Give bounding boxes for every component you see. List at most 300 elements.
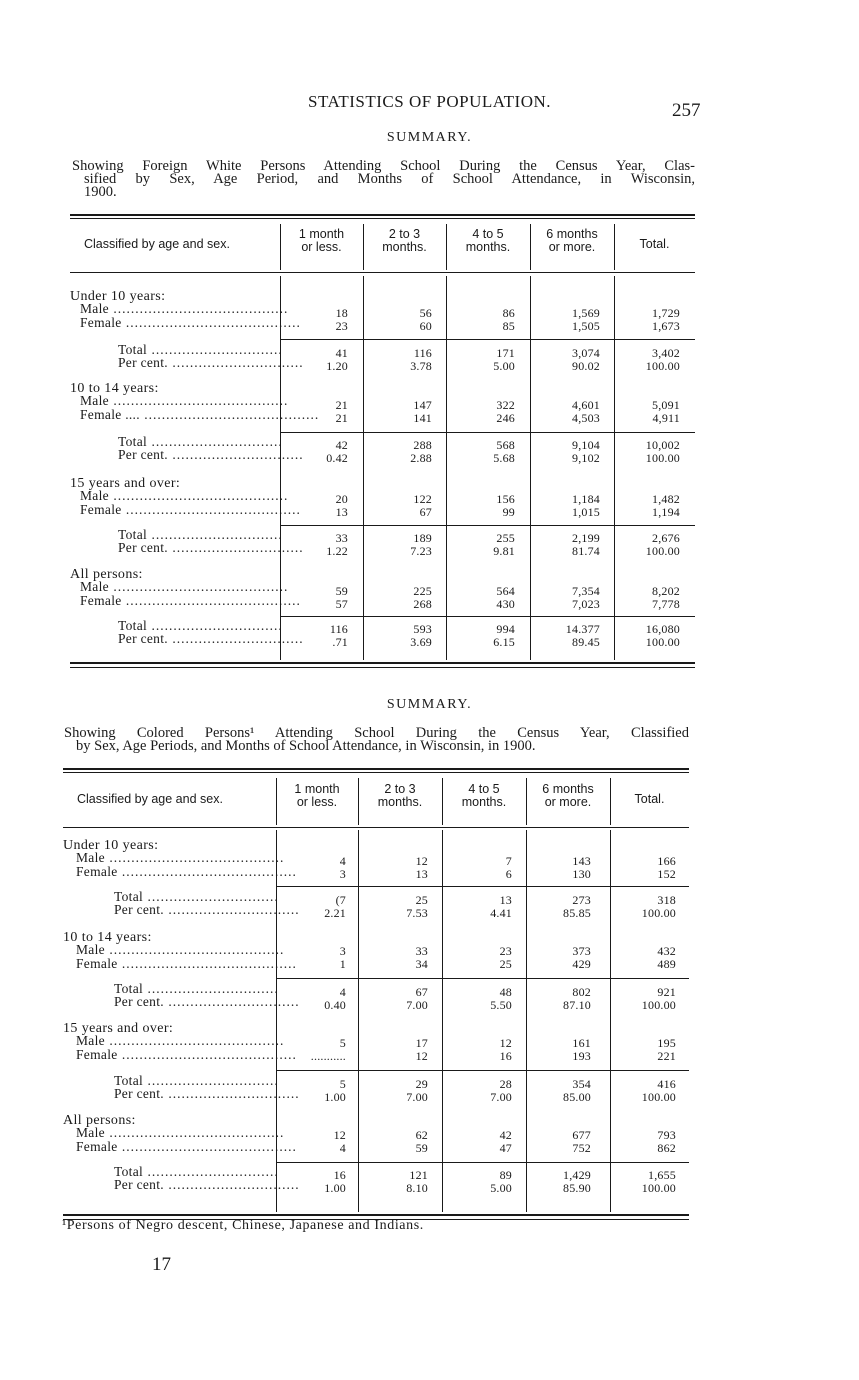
cell-value: 12 bbox=[415, 854, 428, 868]
cell-value: 67 bbox=[419, 505, 432, 519]
cell-value: 4 bbox=[339, 854, 346, 868]
subtotal-rule bbox=[280, 339, 695, 340]
cell-value: 1,015 bbox=[572, 505, 600, 519]
row-label bbox=[76, 1139, 297, 1155]
cell-value: 5,091 bbox=[652, 398, 680, 412]
caption-line: by Sex, Age Periods, and Months of School Attendance, in Wisconsin, in 1900. bbox=[76, 738, 536, 754]
total-value: 2,199 bbox=[572, 531, 600, 545]
caption-line: Showing Foreign White Persons Attending School During the Census Year, Clas- bbox=[72, 158, 695, 174]
total-value: 5.68 bbox=[493, 451, 515, 465]
table-bottom-rule bbox=[63, 1214, 689, 1216]
row-label-text: Female bbox=[76, 864, 118, 879]
table-top-rule-thin bbox=[70, 218, 695, 219]
cell-value: 60 bbox=[419, 319, 432, 333]
cell-value: 23 bbox=[499, 944, 512, 958]
cell-value: 161 bbox=[572, 1036, 591, 1050]
group-title: 10 to 14 years: bbox=[70, 381, 159, 396]
group-title: Under 10 years: bbox=[70, 289, 166, 304]
total-value: 255 bbox=[496, 531, 515, 545]
total-value: 100.00 bbox=[645, 635, 680, 649]
column-header-line: 1 month bbox=[298, 227, 345, 241]
cell-value: 85 bbox=[502, 319, 515, 333]
total-value: 9.81 bbox=[493, 544, 515, 558]
cell-value: 12 bbox=[333, 1128, 346, 1142]
total-value: 87.10 bbox=[563, 998, 591, 1012]
total-value: 81.74 bbox=[572, 544, 600, 558]
leader-dots: .............................. bbox=[147, 527, 283, 542]
total-value: 9,102 bbox=[572, 451, 600, 465]
row-label-text: Female bbox=[80, 593, 122, 608]
leader-dots: .............................. bbox=[163, 1086, 300, 1101]
total-value: 5.00 bbox=[493, 359, 515, 373]
header-row-label: Classified by age and sex. bbox=[77, 791, 223, 806]
cell-value: 57 bbox=[335, 597, 348, 611]
cell-value: 1,673 bbox=[652, 319, 680, 333]
column-header-line: 4 to 5 bbox=[472, 227, 504, 241]
total-value: 85.00 bbox=[563, 1090, 591, 1104]
group-title: Under 10 years: bbox=[63, 838, 159, 853]
total-value: 354 bbox=[572, 1077, 591, 1091]
subtotal-rule bbox=[276, 1070, 689, 1071]
total-value: 100.00 bbox=[641, 998, 676, 1012]
column-divider bbox=[276, 830, 277, 1212]
caption-line: Showing Colored Persons¹ Attending School During the Census Year, Classified bbox=[64, 725, 689, 741]
row-label bbox=[76, 864, 297, 880]
total-value: 100.00 bbox=[641, 1181, 676, 1195]
total-value: 116 bbox=[329, 622, 348, 636]
cell-value: 373 bbox=[572, 944, 591, 958]
total-value: 7.00 bbox=[490, 1090, 512, 1104]
total-value: 4 bbox=[339, 985, 346, 999]
cell-value: 1,729 bbox=[652, 306, 680, 320]
column-divider bbox=[530, 276, 531, 660]
leader-dots: ........................................ bbox=[139, 407, 320, 422]
table-bottom-rule-thin bbox=[70, 667, 695, 668]
total-label-text: Per cent. bbox=[114, 1177, 164, 1192]
table-bottom-rule bbox=[70, 662, 695, 664]
total-value: 33 bbox=[335, 531, 348, 545]
cell-value: 6 bbox=[505, 867, 512, 881]
leader-dots: .............................. bbox=[167, 355, 304, 370]
cell-value: 23 bbox=[335, 319, 348, 333]
total-value: 189 bbox=[413, 531, 432, 545]
total-value: 67 bbox=[415, 985, 428, 999]
leader-dots: .............................. bbox=[143, 889, 279, 904]
cell-value: 8,202 bbox=[652, 584, 680, 598]
row-label bbox=[80, 502, 301, 518]
cell-value: 3 bbox=[339, 944, 346, 958]
cell-value: 1,569 bbox=[572, 306, 600, 320]
cell-value: 793 bbox=[657, 1128, 676, 1142]
total-value: 5.50 bbox=[490, 998, 512, 1012]
row-label bbox=[80, 407, 320, 423]
column-divider bbox=[442, 830, 443, 1212]
cell-value: 141 bbox=[413, 411, 432, 425]
total-value: 7.53 bbox=[406, 906, 428, 920]
cell-value: 20 bbox=[335, 492, 348, 506]
cell-value: 56 bbox=[419, 306, 432, 320]
total-label bbox=[118, 631, 304, 647]
total-value: 593 bbox=[413, 622, 432, 636]
group-title: 15 years and over: bbox=[63, 1021, 174, 1036]
cell-value: 1,184 bbox=[572, 492, 600, 506]
total-value: 5.00 bbox=[490, 1181, 512, 1195]
row-label-text: Female bbox=[76, 1139, 118, 1154]
leader-dots: ........................................ bbox=[121, 315, 301, 330]
cell-value: 322 bbox=[496, 398, 515, 412]
total-value: 89 bbox=[499, 1168, 512, 1182]
total-label-text: Per cent. bbox=[118, 355, 168, 370]
leader-dots: ........................................ bbox=[117, 864, 297, 879]
cell-value: 130 bbox=[572, 867, 591, 881]
row-label-text: Male bbox=[80, 301, 109, 316]
total-value: 0.40 bbox=[324, 998, 346, 1012]
cell-value: 7,023 bbox=[572, 597, 600, 611]
running-head: STATISTICS OF POPULATION. bbox=[307, 92, 552, 111]
cell-value: 564 bbox=[496, 584, 515, 598]
total-label bbox=[114, 1086, 300, 1102]
cell-value: 221 bbox=[657, 1049, 676, 1063]
column-header-line: 2 to 3 bbox=[388, 227, 421, 241]
total-value: 3,074 bbox=[572, 346, 600, 360]
total-value: 90.02 bbox=[572, 359, 600, 373]
leader-dots: .............................. bbox=[163, 1177, 300, 1192]
leader-dots: .............................. bbox=[163, 994, 300, 1009]
total-label-text: Total bbox=[118, 342, 148, 357]
cell-value: 195 bbox=[657, 1036, 676, 1050]
cell-value: 193 bbox=[572, 1049, 591, 1063]
leader-dots: ........................................ bbox=[121, 593, 301, 608]
row-label-text: Female .... bbox=[80, 407, 140, 422]
leader-dots: .............................. bbox=[167, 631, 304, 646]
cell-value: 677 bbox=[572, 1128, 591, 1142]
summary-label: SUMMARY. bbox=[386, 697, 473, 712]
subtotal-rule bbox=[276, 978, 689, 979]
leader-dots: ........................................ bbox=[121, 502, 301, 517]
row-label-text: Male bbox=[80, 488, 109, 503]
row-label-text: Male bbox=[76, 850, 105, 865]
total-value: 8.10 bbox=[406, 1181, 428, 1195]
column-header bbox=[442, 783, 526, 809]
leader-dots: .............................. bbox=[143, 981, 279, 996]
footnote: ¹Persons of Negro descent, Chinese, Japanese and Indians. bbox=[62, 1218, 424, 1233]
total-value: 1.22 bbox=[326, 544, 348, 558]
total-value: 3.69 bbox=[410, 635, 432, 649]
cell-value: 489 bbox=[657, 957, 676, 971]
leader-dots: .............................. bbox=[143, 1164, 279, 1179]
leader-dots: ........................................ bbox=[108, 301, 289, 316]
leader-dots: .............................. bbox=[167, 447, 304, 462]
cell-value: 62 bbox=[415, 1128, 428, 1142]
row-label-text: Female bbox=[76, 1047, 118, 1062]
column-header-line: or more. bbox=[544, 795, 592, 809]
column-header-line: 4 to 5 bbox=[468, 782, 500, 796]
column-divider bbox=[610, 830, 611, 1212]
total-value: 28 bbox=[499, 1077, 512, 1091]
total-value: 100.00 bbox=[641, 1090, 676, 1104]
cell-value: 7 bbox=[505, 854, 512, 868]
total-label-text: Total bbox=[114, 1164, 144, 1179]
row-label-text: Female bbox=[76, 956, 118, 971]
leader-dots: ........................................ bbox=[108, 579, 289, 594]
total-value: 273 bbox=[572, 893, 591, 907]
column-header bbox=[363, 228, 446, 254]
total-value: 14.377 bbox=[565, 622, 600, 636]
total-value: 89.45 bbox=[572, 635, 600, 649]
total-label bbox=[118, 355, 304, 371]
cell-value: 862 bbox=[657, 1141, 676, 1155]
caption-line: 1900. bbox=[84, 184, 117, 200]
column-header bbox=[610, 793, 689, 806]
leader-dots: .............................. bbox=[147, 618, 283, 633]
cell-value: 13 bbox=[415, 867, 428, 881]
column-header-line: 2 to 3 bbox=[384, 782, 416, 796]
cell-value: 59 bbox=[335, 584, 348, 598]
column-header-line: 6 months bbox=[542, 782, 594, 796]
column-header bbox=[614, 238, 695, 251]
table-caption bbox=[72, 160, 695, 199]
total-value: 3,402 bbox=[652, 346, 680, 360]
cell-value: 21 bbox=[335, 411, 348, 425]
total-value: 318 bbox=[657, 893, 676, 907]
column-divider bbox=[614, 276, 615, 660]
total-value: 994 bbox=[496, 622, 515, 636]
column-header bbox=[446, 228, 530, 254]
total-value: (7 bbox=[335, 893, 346, 907]
total-value: 1,655 bbox=[648, 1168, 676, 1182]
total-label-text: Total bbox=[118, 527, 148, 542]
cell-value: 12 bbox=[415, 1049, 428, 1063]
row-label bbox=[76, 956, 297, 972]
cell-value: 42 bbox=[499, 1128, 512, 1142]
column-divider bbox=[358, 830, 359, 1212]
total-label bbox=[114, 994, 300, 1010]
total-value: 48 bbox=[499, 985, 512, 999]
total-label-text: Per cent. bbox=[118, 540, 168, 555]
cell-value: 86 bbox=[502, 306, 515, 320]
cell-value: 1,505 bbox=[572, 319, 600, 333]
row-label-text: Female bbox=[80, 502, 122, 517]
column-header-line: or more. bbox=[548, 240, 596, 254]
cell-value: 122 bbox=[413, 492, 432, 506]
signature-mark: 17 bbox=[152, 1254, 171, 1275]
cell-value: 3 bbox=[339, 867, 346, 881]
total-value: 100.00 bbox=[645, 359, 680, 373]
subtotal-rule bbox=[276, 886, 689, 887]
cell-value: 268 bbox=[413, 597, 432, 611]
header-rule bbox=[63, 827, 689, 828]
total-label bbox=[118, 447, 304, 463]
total-value: 7.00 bbox=[406, 998, 428, 1012]
total-value: 100.00 bbox=[641, 906, 676, 920]
table-top-rule-thin bbox=[63, 772, 689, 773]
cell-value: 99 bbox=[502, 505, 515, 519]
leader-dots: ........................................ bbox=[104, 850, 285, 865]
cell-value: 4,503 bbox=[572, 411, 600, 425]
group-title: 10 to 14 years: bbox=[63, 930, 152, 945]
total-label-text: Per cent. bbox=[114, 1086, 164, 1101]
cell-value: 752 bbox=[572, 1141, 591, 1155]
total-value: 10,002 bbox=[645, 438, 680, 452]
row-label bbox=[76, 1047, 297, 1063]
group-title: All persons: bbox=[70, 567, 143, 582]
total-value: 85.90 bbox=[563, 1181, 591, 1195]
total-value: 13 bbox=[499, 893, 512, 907]
cell-value: 17 bbox=[415, 1036, 428, 1050]
total-value: 16,080 bbox=[645, 622, 680, 636]
table-top-rule bbox=[70, 214, 695, 216]
total-label-text: Total bbox=[114, 1073, 144, 1088]
total-value: 41 bbox=[335, 346, 348, 360]
cell-value: 246 bbox=[496, 411, 515, 425]
column-divider bbox=[526, 830, 527, 1212]
total-value: 6.15 bbox=[493, 635, 515, 649]
cell-value: 1,482 bbox=[652, 492, 680, 506]
cell-value: 156 bbox=[496, 492, 515, 506]
total-value: 3.78 bbox=[410, 359, 432, 373]
total-label-text: Per cent. bbox=[118, 447, 168, 462]
column-header bbox=[276, 783, 358, 809]
cell-value: 1,194 bbox=[652, 505, 680, 519]
column-divider bbox=[363, 276, 364, 660]
cell-value: 33 bbox=[415, 944, 428, 958]
total-value: 2,676 bbox=[652, 531, 680, 545]
row-label-text: Male bbox=[76, 1033, 105, 1048]
cell-value: 34 bbox=[415, 957, 428, 971]
leader-dots: .............................. bbox=[147, 434, 283, 449]
cell-value: 16 bbox=[499, 1049, 512, 1063]
total-value: 802 bbox=[572, 985, 591, 999]
cell-value: 147 bbox=[413, 398, 432, 412]
total-value: .71 bbox=[332, 635, 348, 649]
total-value: 9,104 bbox=[572, 438, 600, 452]
cell-value: 152 bbox=[657, 867, 676, 881]
total-label-text: Per cent. bbox=[114, 994, 164, 1009]
total-value: 5 bbox=[339, 1077, 346, 1091]
table-top-rule bbox=[63, 768, 689, 770]
leader-dots: ........................................ bbox=[117, 956, 297, 971]
cell-value: 7,778 bbox=[652, 597, 680, 611]
column-divider bbox=[446, 276, 447, 660]
column-header-line: Total. bbox=[639, 237, 670, 251]
row-label bbox=[80, 593, 301, 609]
column-header-line: or less. bbox=[301, 240, 342, 254]
total-value: 29 bbox=[415, 1077, 428, 1091]
cell-value: 166 bbox=[657, 854, 676, 868]
leader-dots: .............................. bbox=[163, 902, 300, 917]
column-header bbox=[530, 228, 614, 254]
cell-value: 4,911 bbox=[652, 411, 680, 425]
group-title: All persons: bbox=[63, 1113, 136, 1128]
table-caption bbox=[64, 727, 689, 753]
cell-value: 429 bbox=[572, 957, 591, 971]
subtotal-rule bbox=[280, 432, 695, 433]
total-label-text: Per cent. bbox=[114, 902, 164, 917]
total-value: 16 bbox=[333, 1168, 346, 1182]
total-value: 1,429 bbox=[563, 1168, 591, 1182]
column-header-line: months. bbox=[382, 240, 427, 254]
page-number: 257 bbox=[672, 100, 701, 121]
leader-dots: ........................................ bbox=[108, 488, 289, 503]
leader-dots: ........................................ bbox=[104, 1033, 285, 1048]
column-header-line: 1 month bbox=[294, 782, 340, 796]
total-label bbox=[114, 902, 300, 918]
cell-value: 143 bbox=[572, 854, 591, 868]
leader-dots: ........................................ bbox=[117, 1047, 297, 1062]
cell-value: 4,601 bbox=[572, 398, 600, 412]
subtotal-rule bbox=[280, 525, 695, 526]
header-rule bbox=[70, 272, 695, 273]
group-title: 15 years and over: bbox=[70, 476, 181, 491]
cell-value: 21 bbox=[335, 398, 348, 412]
row-label-text: Female bbox=[80, 315, 122, 330]
leader-dots: .............................. bbox=[147, 342, 283, 357]
row-label-text: Male bbox=[80, 393, 109, 408]
total-value: 2.88 bbox=[410, 451, 432, 465]
total-value: 0.42 bbox=[326, 451, 348, 465]
row-label-text: Male bbox=[76, 1125, 105, 1140]
cell-value: 5 bbox=[339, 1036, 346, 1050]
cell-value: 225 bbox=[413, 584, 432, 598]
subtotal-rule bbox=[276, 1162, 689, 1163]
total-value: 7.23 bbox=[410, 544, 432, 558]
column-header-line: months. bbox=[461, 795, 507, 809]
cell-value: 12 bbox=[499, 1036, 512, 1050]
total-label-text: Total bbox=[114, 889, 144, 904]
column-header bbox=[526, 783, 610, 809]
leader-dots: ........................................ bbox=[104, 1125, 285, 1140]
total-label-text: Total bbox=[118, 618, 148, 633]
cell-value: 25 bbox=[499, 957, 512, 971]
leader-dots: .............................. bbox=[143, 1073, 279, 1088]
total-label-text: Total bbox=[114, 981, 144, 996]
total-value: 921 bbox=[657, 985, 676, 999]
summary-label: SUMMARY. bbox=[386, 130, 473, 145]
column-header bbox=[358, 783, 442, 809]
subtotal-rule bbox=[280, 616, 695, 617]
total-value: 171 bbox=[496, 346, 515, 360]
total-value: 116 bbox=[413, 346, 432, 360]
row-label bbox=[80, 315, 301, 331]
leader-dots: ........................................ bbox=[108, 393, 289, 408]
total-value: 4.41 bbox=[490, 906, 512, 920]
column-header bbox=[280, 228, 363, 254]
total-value: 2.21 bbox=[324, 906, 346, 920]
column-header-line: 6 months bbox=[546, 227, 598, 241]
leader-dots: ........................................ bbox=[104, 942, 285, 957]
cell-value: 59 bbox=[415, 1141, 428, 1155]
column-header-line: months. bbox=[465, 240, 511, 254]
total-value: 288 bbox=[413, 438, 432, 452]
cell-value: 13 bbox=[335, 505, 348, 519]
total-label-text: Total bbox=[118, 434, 148, 449]
total-value: 1.00 bbox=[324, 1090, 346, 1104]
total-value: 25 bbox=[415, 893, 428, 907]
cell-value: 430 bbox=[496, 597, 515, 611]
cell-value: 47 bbox=[499, 1141, 512, 1155]
total-value: 568 bbox=[496, 438, 515, 452]
total-value: 121 bbox=[409, 1168, 428, 1182]
total-value: 85.85 bbox=[563, 906, 591, 920]
column-header-line: or less. bbox=[296, 795, 338, 809]
column-header-line: months. bbox=[377, 795, 423, 809]
total-value: 1.20 bbox=[326, 359, 348, 373]
cell-value: 4 bbox=[339, 1141, 346, 1155]
cell-value: 432 bbox=[657, 944, 676, 958]
column-header-line: Total. bbox=[634, 791, 665, 806]
total-value: 1.00 bbox=[324, 1181, 346, 1195]
total-value: 42 bbox=[335, 438, 348, 452]
